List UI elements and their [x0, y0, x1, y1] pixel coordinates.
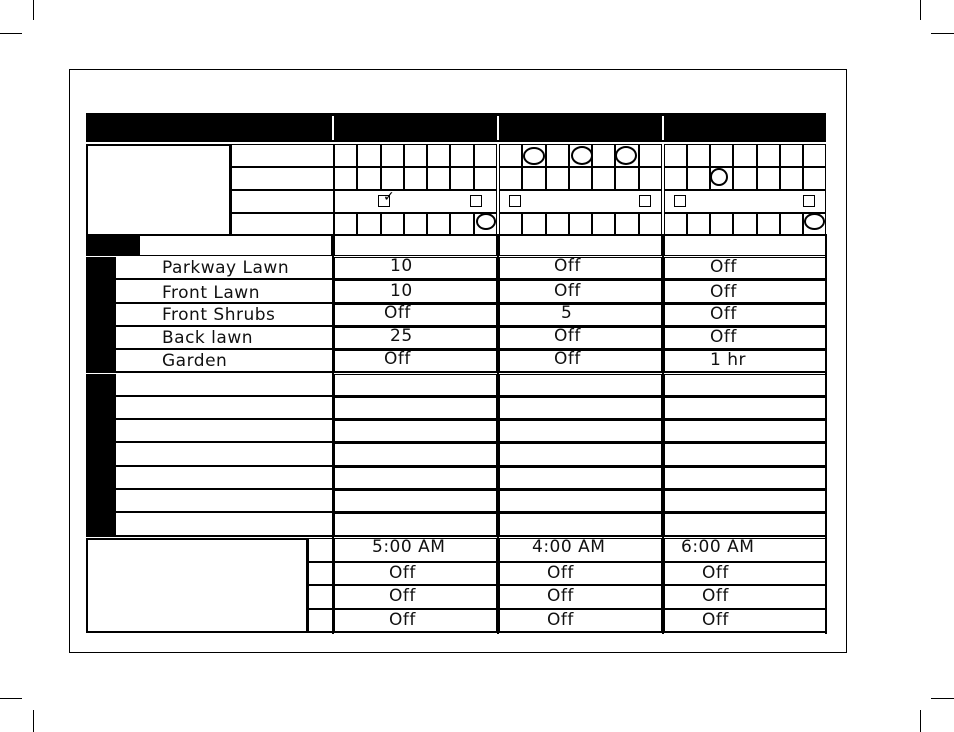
day-checkbox: [509, 195, 521, 207]
day-cell: [427, 213, 450, 236]
zone-value-b: Off: [554, 325, 581, 346]
zone-value-c: Off: [710, 326, 737, 347]
zone-cell: [334, 327, 497, 350]
circled-day-mark: [615, 146, 637, 165]
zone-name: Front Shrubs: [162, 304, 276, 325]
zone-row: [86, 467, 332, 490]
start-time-cell: [499, 609, 662, 633]
zone-cell: [664, 513, 826, 536]
zone-cell: [334, 304, 497, 327]
zone-cell: [499, 490, 662, 513]
zone-cell: [334, 350, 497, 373]
zone-cell: [499, 374, 662, 397]
zone-value-b: Off: [554, 349, 581, 370]
day-cell: [710, 213, 733, 236]
day-checkbox: [803, 195, 815, 207]
day-cell: [615, 167, 638, 190]
day-cell: [733, 144, 756, 167]
start-time-value: 4:00 AM: [532, 537, 606, 557]
zone-value-b: Off: [554, 281, 581, 302]
zone-cell: [664, 327, 826, 350]
day-cell: [404, 213, 427, 236]
start-time-cell: [499, 562, 662, 586]
day-cell: [404, 144, 427, 167]
start-time-value: Off: [547, 562, 574, 583]
circled-day-mark: [571, 146, 593, 165]
header-divider: [662, 116, 664, 140]
day-cell: [546, 167, 569, 190]
day-cell: [474, 167, 497, 190]
zone-cell: [664, 280, 826, 303]
day-cell: [546, 213, 569, 236]
day-checkbox: [470, 195, 482, 207]
day-cell: [357, 144, 380, 167]
start-time-number-cell: [308, 562, 334, 586]
day-cell: [404, 167, 427, 190]
day-grid-row-label: [231, 213, 334, 236]
day-cell: [733, 167, 756, 190]
day-cell: [381, 167, 404, 190]
day-cell: [757, 167, 780, 190]
day-cell: [780, 167, 803, 190]
day-cell: [733, 213, 756, 236]
day-cell: [569, 167, 592, 190]
day-cell: [780, 144, 803, 167]
day-cell: [357, 213, 380, 236]
day-cell: [450, 213, 473, 236]
day-cell: [803, 144, 826, 167]
zone-value-a: 10: [390, 256, 413, 276]
zone-cell: [499, 420, 662, 443]
day-cell: [664, 144, 687, 167]
start-time-value: Off: [702, 586, 729, 606]
zone-header-cell: [499, 234, 662, 256]
start-time-number-cell: [308, 538, 334, 562]
zone-cell: [334, 490, 497, 513]
start-time-cell: [664, 585, 826, 609]
zone-cell: [334, 513, 497, 536]
day-cell: [664, 167, 687, 190]
zone-cell: [499, 513, 662, 536]
day-cell: [687, 213, 710, 236]
zone-cell: [334, 397, 497, 420]
zone-row: [86, 513, 332, 536]
start-time-cell: [664, 562, 826, 586]
day-cell: [334, 167, 357, 190]
day-cell: [522, 213, 545, 236]
day-cell: [569, 213, 592, 236]
day-cell: [615, 213, 638, 236]
zone-row: [86, 490, 332, 513]
day-cell: [592, 144, 615, 167]
zone-value-b: 5: [561, 302, 573, 323]
day-grid-label-box: [86, 144, 231, 236]
zone-row: [86, 397, 332, 420]
zone-cell: [664, 467, 826, 490]
header-divider: [332, 116, 334, 140]
day-cell: [639, 213, 662, 236]
day-cell: [334, 213, 357, 236]
start-time-cell: [499, 585, 662, 609]
zone-row: [86, 443, 332, 466]
zone-cell: [334, 467, 497, 490]
start-times-bottom: [86, 631, 826, 633]
day-cell: [450, 144, 473, 167]
zone-value-a: 10: [390, 281, 413, 302]
day-cell: [803, 167, 826, 190]
day-cell: [334, 144, 357, 167]
day-cell: [522, 167, 545, 190]
zone-value-a: Off: [384, 349, 411, 370]
zone-header-row: [86, 234, 332, 256]
day-cell: [664, 213, 687, 236]
start-times-label-box: [86, 538, 308, 633]
day-grid-row: [499, 190, 662, 213]
circled-day-mark: [710, 168, 728, 186]
zone-value-a: Off: [384, 302, 411, 323]
zone-header-cell: [334, 234, 497, 256]
zone-row: [86, 420, 332, 443]
day-cell: [592, 167, 615, 190]
zone-cell: [499, 467, 662, 490]
zone-cell: [334, 374, 497, 397]
day-cell: [450, 167, 473, 190]
check-mark: ✓: [383, 189, 395, 205]
zone-cell: [664, 374, 826, 397]
zone-cell: [664, 397, 826, 420]
zone-cell: [334, 280, 497, 303]
start-time-value: Off: [702, 562, 729, 583]
zone-cell: [334, 257, 497, 280]
circled-day-mark: [523, 147, 545, 165]
zone-value-b: Off: [554, 256, 581, 276]
zone-value-c: 1 hr: [710, 350, 746, 371]
day-cell: [710, 144, 733, 167]
day-cell: [499, 213, 522, 236]
zone-cell: [499, 443, 662, 466]
day-cell: [381, 144, 404, 167]
day-grid-row-label: [231, 190, 334, 213]
day-cell: [757, 144, 780, 167]
zone-cell: [664, 257, 826, 280]
day-cell: [474, 144, 497, 167]
start-time-number-cell: [308, 585, 334, 609]
zone-cell: [499, 397, 662, 420]
zone-header-cell: [664, 234, 826, 256]
circled-day-mark: [476, 213, 496, 230]
zone-cell: [664, 420, 826, 443]
start-time-value: Off: [547, 609, 574, 630]
day-cell: [427, 167, 450, 190]
day-cell: [687, 167, 710, 190]
day-cell: [639, 144, 662, 167]
day-cell: [757, 213, 780, 236]
zone-name: Parkway Lawn: [162, 258, 290, 278]
day-cell: [499, 144, 522, 167]
zone-value-c: Off: [710, 282, 737, 303]
day-checkbox: [674, 195, 686, 207]
day-grid-row-label: [231, 144, 334, 167]
zone-cell: [499, 304, 662, 327]
zone-value-c: Off: [710, 303, 737, 324]
zone-cell: [664, 443, 826, 466]
start-time-value: 6:00 AM: [681, 537, 755, 557]
start-time-value: Off: [389, 609, 416, 630]
circled-day-mark: [804, 213, 825, 230]
zone-cell: [664, 490, 826, 513]
zone-cell: [334, 443, 497, 466]
day-cell: [639, 167, 662, 190]
day-cell: [357, 167, 380, 190]
day-grid-row-label: [231, 167, 334, 190]
zone-row: [86, 374, 332, 397]
start-time-number-cell: [308, 609, 334, 633]
day-grid-row: [664, 190, 826, 213]
start-time-value: 5:00 AM: [372, 537, 446, 557]
start-time-value: Off: [547, 586, 574, 606]
day-cell: [780, 213, 803, 236]
zone-name: Front Lawn: [162, 283, 260, 304]
zone-name: Garden: [162, 351, 228, 372]
header-divider: [497, 116, 499, 140]
day-cell: [546, 144, 569, 167]
header-band: [86, 113, 826, 142]
day-cell: [427, 144, 450, 167]
day-cell: [381, 213, 404, 236]
zone-name: Back lawn: [162, 327, 253, 348]
day-cell: [592, 213, 615, 236]
day-cell: [499, 167, 522, 190]
zone-value-c: Off: [710, 257, 737, 277]
start-time-cell: [664, 609, 826, 633]
start-time-value: Off: [389, 586, 416, 606]
zone-cell: [334, 420, 497, 443]
day-checkbox: [639, 195, 651, 207]
start-time-value: Off: [389, 562, 416, 583]
zone-value-a: 25: [390, 325, 413, 346]
day-cell: [687, 144, 710, 167]
zone-cell: [664, 304, 826, 327]
start-time-value: Off: [702, 609, 729, 630]
